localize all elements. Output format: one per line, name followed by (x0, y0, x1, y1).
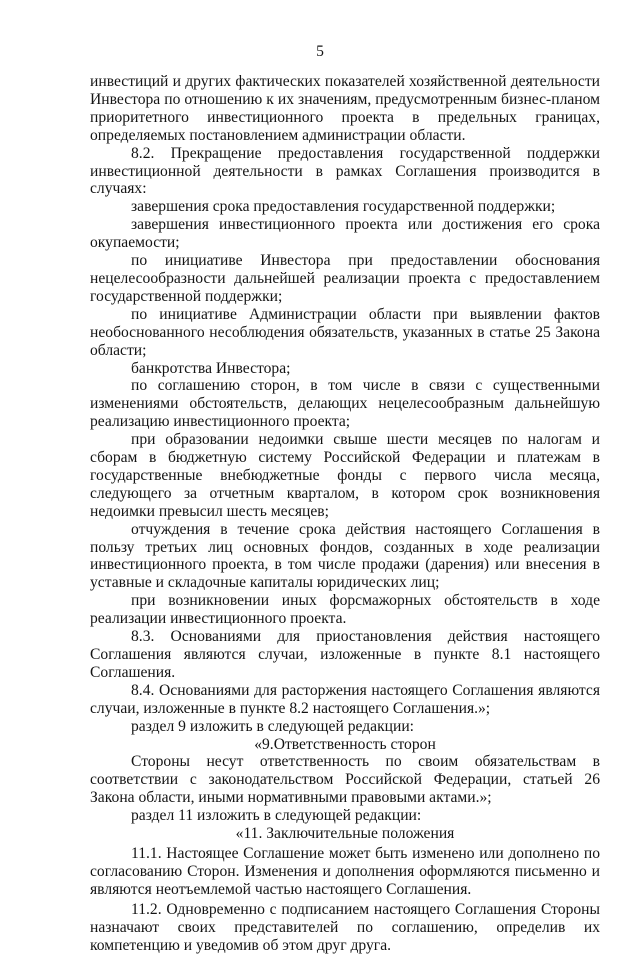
section-heading-9: «9.Ответственность сторон (254, 735, 436, 753)
list-item: отчуждения в течение срока действия настоящего Соглашения в пользу третьих лиц основных фондов, созданных в ходе реализации инвестиционного проекта, в том числе продажи (дарения) или внесения в уставные и складочные капиталы юридических лиц; (90, 520, 600, 592)
paragraph-11-2: 11.2. Одновременно с подписанием настоящего Соглашения Стороны назначают своих представителей по соглашению, определив их компетенцию и уведомив об этом друг друга. (90, 900, 600, 954)
paragraph-8-3: 8.3. Основаниями для приостановления действия настоящего Соглашения являются случаи, изложенные в пункте 8.1 настоящего Соглашения. (90, 628, 600, 681)
amendment-intro-section-9: раздел 9 изложить в следующей редакции: (131, 717, 415, 735)
list-item: при возникновении иных форсмажорных обстоятельств в ходе реализации инвестиционного проекта. (90, 592, 600, 628)
section-heading-11: «11. Заключительные положения (235, 825, 455, 843)
list-item: банкротства Инвестора; (131, 359, 291, 377)
document-body (90, 73, 600, 954)
list-item: завершения инвестиционного проекта или достижения его срока окупаемости; (90, 216, 600, 252)
list-item: при образовании недоимки свыше шести месяцев по налогам и сборам в бюджетную систему Российской Федерации и платежам в государственные внебюджетные фонды с первого числа месяца, следующего за отчетным кварталом, в котором срок возникновения недоимки превысил шесть месяцев; (90, 431, 600, 520)
list-item: по соглашению сторон, в том числе в связи с существенными изменениями обстоятельств, делающих нецелесообразным дальнейшую реализацию инвестиционного проекта; (90, 377, 600, 431)
paragraph-continuation: инвестиций и других фактических показателей хозяйственной деятельности Инвестора по отношению к их значениям, предусмотренным бизнес-планом приоритетного инвестиционного проекта в предельных границах, определяемых постановлением администрации области. (90, 73, 600, 144)
paragraph-section-9: Стороны несут ответственность по своим обязательствам в соответствии с законодательством Российской Федерации, статьей 26 Закона области, иными нормативными правовыми актами.»; (90, 753, 600, 807)
paragraph-8-4: 8.4. Основаниями для расторжения настоящего Соглашения являются случаи, изложенные в пункте 8.2 настоящего Соглашения.»; (90, 681, 600, 717)
list-item: по инициативе Администрации области при выявлении фактов необоснованного несоблюдения обязательств, указанных в статье 25 Закона области; (90, 305, 600, 359)
list-item: по инициативе Инвестора при предоставлении обоснования нецелесообразности дальнейшей реализации проекта с предоставлением государственной поддержки; (90, 252, 600, 305)
paragraph-11-1: 11.1. Настоящее Соглашение может быть изменено или дополнено по согласованию Сторон. Изменения и дополнения оформляются письменно и являются неотъемлемой частью настоящего Соглашения. (90, 844, 600, 898)
amendment-intro-section-11: раздел 11 изложить в следующей редакции: (131, 807, 422, 825)
list-item: завершения срока предоставления государственной поддержки; (131, 198, 556, 216)
page-number: 5 (316, 43, 324, 60)
paragraph-8-2: 8.2. Прекращение предоставления государственной поддержки инвестиционной деятельности в рамках Соглашения производится в случаях: (90, 144, 600, 198)
